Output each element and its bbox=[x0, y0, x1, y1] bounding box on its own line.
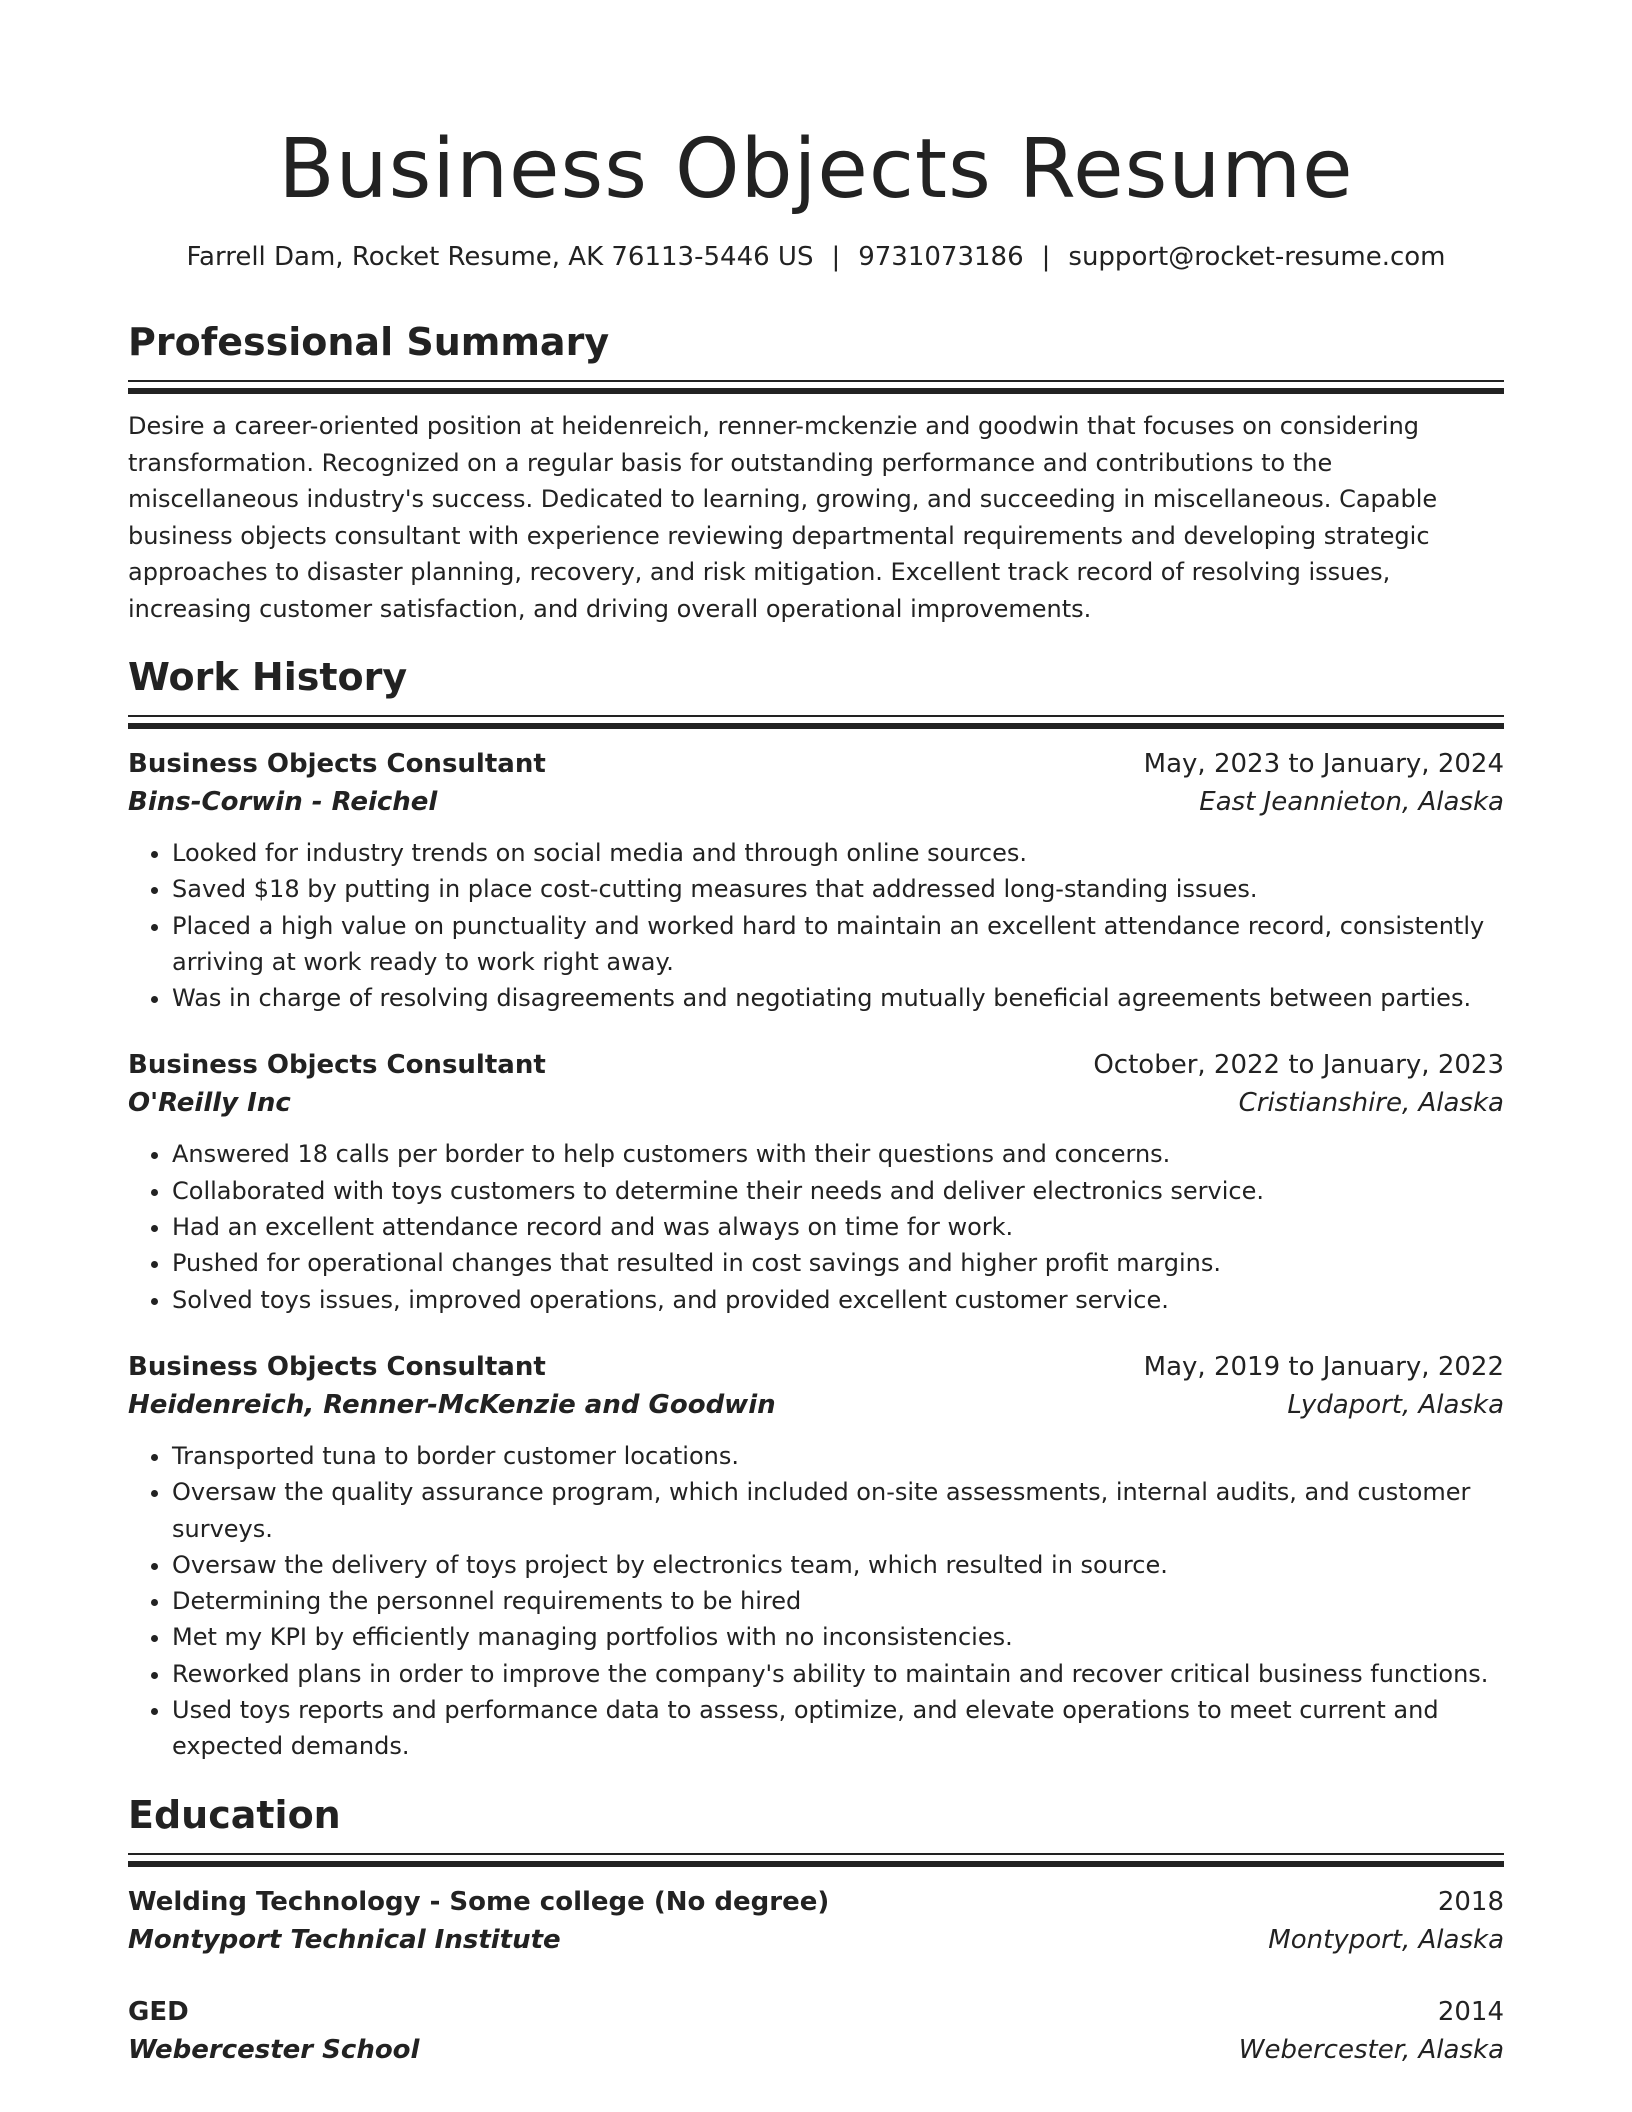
education-location: Webercester, Alaska bbox=[1238, 2034, 1504, 2065]
contact-separator: | bbox=[1041, 242, 1051, 272]
job-bullet: • Oversaw the delivery of toys project by electronics team, which resulted in source. bbox=[172, 1547, 1504, 1583]
education-entry bbox=[128, 1993, 1504, 2069]
job-company: Heidenreich, Renner-McKenzie and Goodwin bbox=[128, 1389, 776, 1420]
job-header-row bbox=[128, 1046, 1504, 1084]
job-bullet: • Placed a high value on punctuality and worked hard to maintain an excellent attendance record, consistently arriving at work ready to work right away. bbox=[172, 908, 1504, 981]
job-company: Bins-Corwin - Reichel bbox=[128, 787, 438, 817]
job-company-row bbox=[128, 1084, 1504, 1122]
job-dates: May, 2023 to January, 2024 bbox=[1143, 749, 1504, 779]
job-title: Business Objects Consultant bbox=[128, 1351, 546, 1382]
job-bullet: • Was in charge of resolving disagreements and negotiating mutually beneficial agreements between parties. bbox=[172, 980, 1504, 1016]
section-divider bbox=[128, 380, 1504, 392]
summary-section bbox=[128, 318, 1504, 627]
job-title: Business Objects Consultant bbox=[128, 1050, 546, 1081]
job-company-row bbox=[128, 1386, 1504, 1424]
job-title: Business Objects Consultant bbox=[128, 749, 546, 779]
job-bullet: • Solved toys issues, improved operations, and provided excellent customer service. bbox=[172, 1282, 1504, 1318]
education-entry bbox=[128, 1883, 1504, 1959]
job-location: East Jeannieton, Alaska bbox=[1199, 787, 1504, 817]
job-entry bbox=[128, 1348, 1504, 1765]
job-location: Lydaport, Alaska bbox=[1287, 1389, 1504, 1420]
job-bullets bbox=[128, 1136, 1504, 1317]
job-entry bbox=[128, 1046, 1504, 1317]
education-degree: GED bbox=[128, 1996, 189, 2027]
job-header-row bbox=[128, 745, 1504, 783]
job-bullet: • Looked for industry trends on social media and through online sources. bbox=[172, 835, 1504, 871]
job-bullet: • Met my KPI by efficiently managing portfolios with no inconsistencies. bbox=[172, 1619, 1504, 1655]
contact-phone: 9731073186 bbox=[858, 242, 1024, 272]
job-bullet: • Reworked plans in order to improve the company's ability to maintain and recover critical business functions. bbox=[172, 1656, 1504, 1692]
education-section bbox=[128, 1791, 1504, 2069]
job-bullet: • Pushed for operational changes that resulted in cost savings and higher profit margins. bbox=[172, 1245, 1504, 1281]
job-bullet: • Saved $18 by putting in place cost-cutting measures that addressed long-standing issues. bbox=[172, 871, 1504, 907]
education-degree: Welding Technology - Some college (No degree) bbox=[128, 1886, 830, 1917]
job-company-row bbox=[128, 783, 1504, 821]
job-bullet: • Answered 18 calls per border to help customers with their questions and concerns. bbox=[172, 1136, 1504, 1172]
education-header-row bbox=[128, 1883, 1504, 1921]
education-school: Montyport Technical Institute bbox=[128, 1924, 561, 1955]
job-bullets bbox=[128, 1438, 1504, 1765]
job-company: O'Reilly Inc bbox=[128, 1088, 291, 1119]
job-bullets bbox=[128, 835, 1504, 1016]
job-bullet: • Used toys reports and performance data to assess, optimize, and elevate operations to meet current and expected demands. bbox=[172, 1692, 1504, 1765]
education-location: Montyport, Alaska bbox=[1268, 1924, 1504, 1955]
section-heading-summary: Professional Summary bbox=[128, 320, 610, 364]
education-year: 2018 bbox=[1437, 1886, 1504, 1917]
education-school: Webercester School bbox=[128, 2034, 420, 2065]
summary-text: Desire a career-oriented position at heidenreich, renner-mckenzie and goodwin that focuses on considering transformation. Recognized on a regular basis for outstanding performance and contributions to the miscellaneous industry's success. Dedicated to learning, growing, and succeeding in miscellaneous. Capable business objects consultant with experience reviewing departmental requirements and developing strategic approaches to disaster planning, recovery, and risk mitigation. Excellent track record of resolving issues, increasing customer satisfaction, and driving overall operational improvements. bbox=[128, 412, 1438, 623]
education-school-row bbox=[128, 2031, 1504, 2069]
section-heading-education: Education bbox=[128, 1792, 341, 1837]
job-bullet: • Collaborated with toys customers to determine their needs and deliver electronics service. bbox=[172, 1173, 1504, 1209]
education-year: 2014 bbox=[1437, 1996, 1504, 2027]
contact-line bbox=[128, 240, 1504, 274]
education-school-row bbox=[128, 1921, 1504, 1959]
job-dates: May, 2019 to January, 2022 bbox=[1143, 1351, 1504, 1382]
job-bullet: • Determining the personnel requirements to be hired bbox=[172, 1583, 1504, 1619]
work-history-section bbox=[128, 653, 1504, 1765]
job-location: Cristianshire, Alaska bbox=[1238, 1088, 1504, 1119]
job-list bbox=[128, 745, 1504, 1765]
job-entry bbox=[128, 745, 1504, 1016]
section-divider bbox=[128, 1853, 1504, 1865]
section-divider bbox=[128, 715, 1504, 727]
job-bullet: • Transported tuna to border customer locations. bbox=[172, 1438, 1504, 1474]
contact-address: Farrell Dam, Rocket Resume, AK 76113-5446 US bbox=[186, 242, 814, 272]
resume-page bbox=[128, 0, 1504, 2069]
contact-separator: | bbox=[831, 242, 841, 272]
job-bullet: • Had an excellent attendance record and was always on time for work. bbox=[172, 1209, 1504, 1245]
job-dates: October, 2022 to January, 2023 bbox=[1093, 1050, 1504, 1081]
resume-title: Business Objects Resume bbox=[278, 122, 1354, 217]
job-bullet: • Oversaw the quality assurance program, which included on-site assessments, internal audits, and customer surveys. bbox=[172, 1474, 1504, 1547]
education-header-row bbox=[128, 1993, 1504, 2031]
section-heading-work-history: Work History bbox=[128, 655, 408, 699]
contact-email: support@rocket-resume.com bbox=[1068, 242, 1446, 272]
education-list bbox=[128, 1883, 1504, 2069]
job-header-row bbox=[128, 1348, 1504, 1386]
